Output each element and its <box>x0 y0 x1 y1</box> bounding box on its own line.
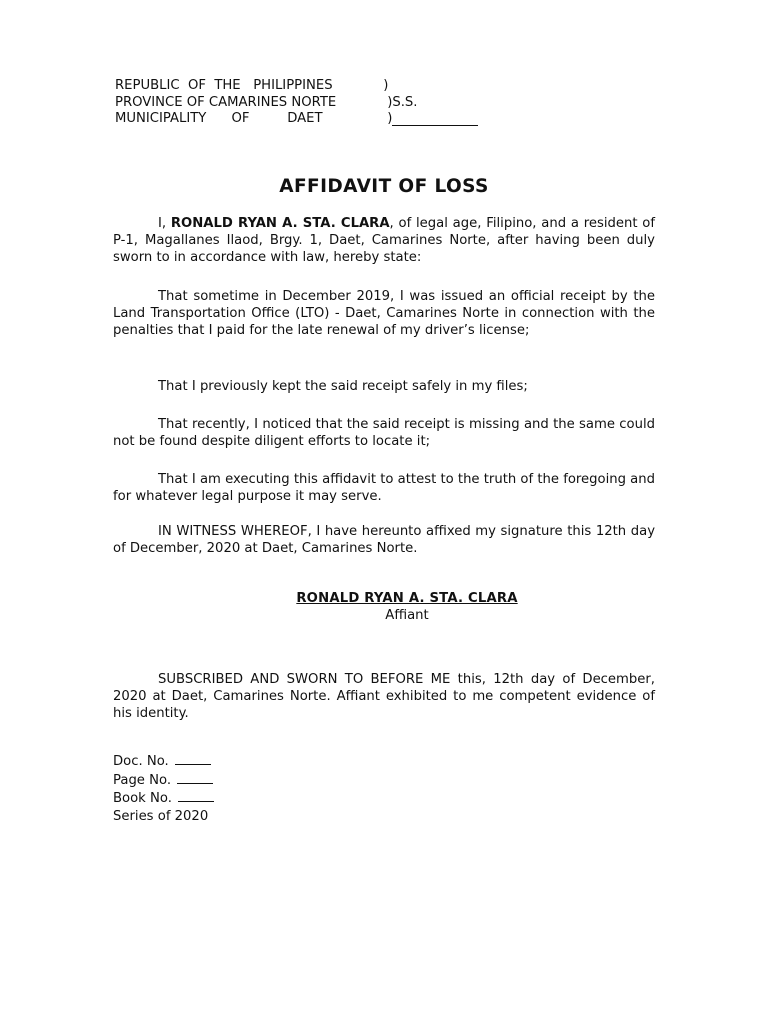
paragraph-receipt-kept <box>113 378 655 395</box>
book-no-label: Book No. <box>113 791 172 806</box>
paragraph-receipt-issued-text: That sometime in December 2019, I was issued an official receipt by the Land Transportation Office (LTO) - Daet, Camarines Norte in connection with the penalties that I paid for the late renewal of my driver’s license; <box>113 289 655 339</box>
venue-line-republic <box>115 78 478 95</box>
paragraph-purpose <box>113 471 655 505</box>
intro-prefix: I, <box>158 216 171 231</box>
venue-line-municipality-paren: ) <box>383 111 393 126</box>
venue-line-municipality-label: MUNICIPALITY OF DAET <box>115 111 323 126</box>
venue-line-province-label: PROVINCE OF CAMARINES NORTE <box>115 94 337 110</box>
venue-underline <box>392 111 478 126</box>
venue-line-province-ss: )S.S. <box>383 94 418 110</box>
affiant-signature-role: Affiant <box>385 608 429 623</box>
paragraph-receipt-missing-text: That recently, I noticed that the said receipt is missing and the same could not be found despite diligent efforts to locate it; <box>113 417 655 450</box>
affiant-signature-name: RONALD RYAN A. STA. CLARA <box>296 591 518 606</box>
venue-line-municipality <box>115 111 478 128</box>
paragraph-jurat-text: SUBSCRIBED AND SWORN TO BEFORE ME this, 12th day of December, 2020 at Daet, Camarines Norte. Affiant exhibited to me competent evidence of his identity. <box>113 672 655 722</box>
doc-no-label: Doc. No. <box>113 754 169 769</box>
page-no-label: Page No. <box>113 772 172 788</box>
paragraph-receipt-kept-text: That I previously kept the said receipt safely in my files; <box>158 379 528 394</box>
book-no-line <box>113 789 214 808</box>
venue-line-republic-label: REPUBLIC OF THE PHILIPPINES <box>115 78 333 93</box>
book-no-blank <box>178 789 214 802</box>
paragraph-witness-whereof-text: IN WITNESS WHEREOF, I have hereunto affixed my signature this 12th day of December, 2020 at Daet, Camarines Norte. <box>113 524 655 557</box>
notarial-register-info <box>113 752 214 825</box>
doc-no-blank <box>175 752 211 765</box>
affiant-signature-block <box>0 590 768 624</box>
series-line: Series of 2020 <box>113 808 209 824</box>
affiant-name-inline: RONALD RYAN A. STA. CLARA <box>170 216 390 231</box>
page-no-line <box>113 771 214 790</box>
paragraph-purpose-text: That I am executing this affidavit to attest to the truth of the foregoing and for whatever legal purpose it may serve. <box>113 472 655 505</box>
paragraph-receipt-missing <box>113 416 655 450</box>
document-title: AFFIDAVIT OF LOSS <box>279 176 489 197</box>
doc-no-line <box>113 752 214 771</box>
paragraph-affiant-intro <box>113 215 655 267</box>
paragraph-jurat <box>113 671 655 723</box>
paragraph-receipt-issued <box>113 288 655 340</box>
venue-line-province <box>115 95 478 112</box>
paragraph-witness-whereof <box>113 523 655 557</box>
venue-header <box>115 78 478 128</box>
page-no-blank <box>177 771 213 784</box>
venue-line-republic-paren: ) <box>379 78 389 93</box>
intro-suffix: , of legal age, Filipino, and a resident of P-1, Magallanes Ilaod, Brgy. 1, Daet, Camarines Norte, after having been duly sworn to in accordance with law, hereby state: <box>113 216 655 266</box>
